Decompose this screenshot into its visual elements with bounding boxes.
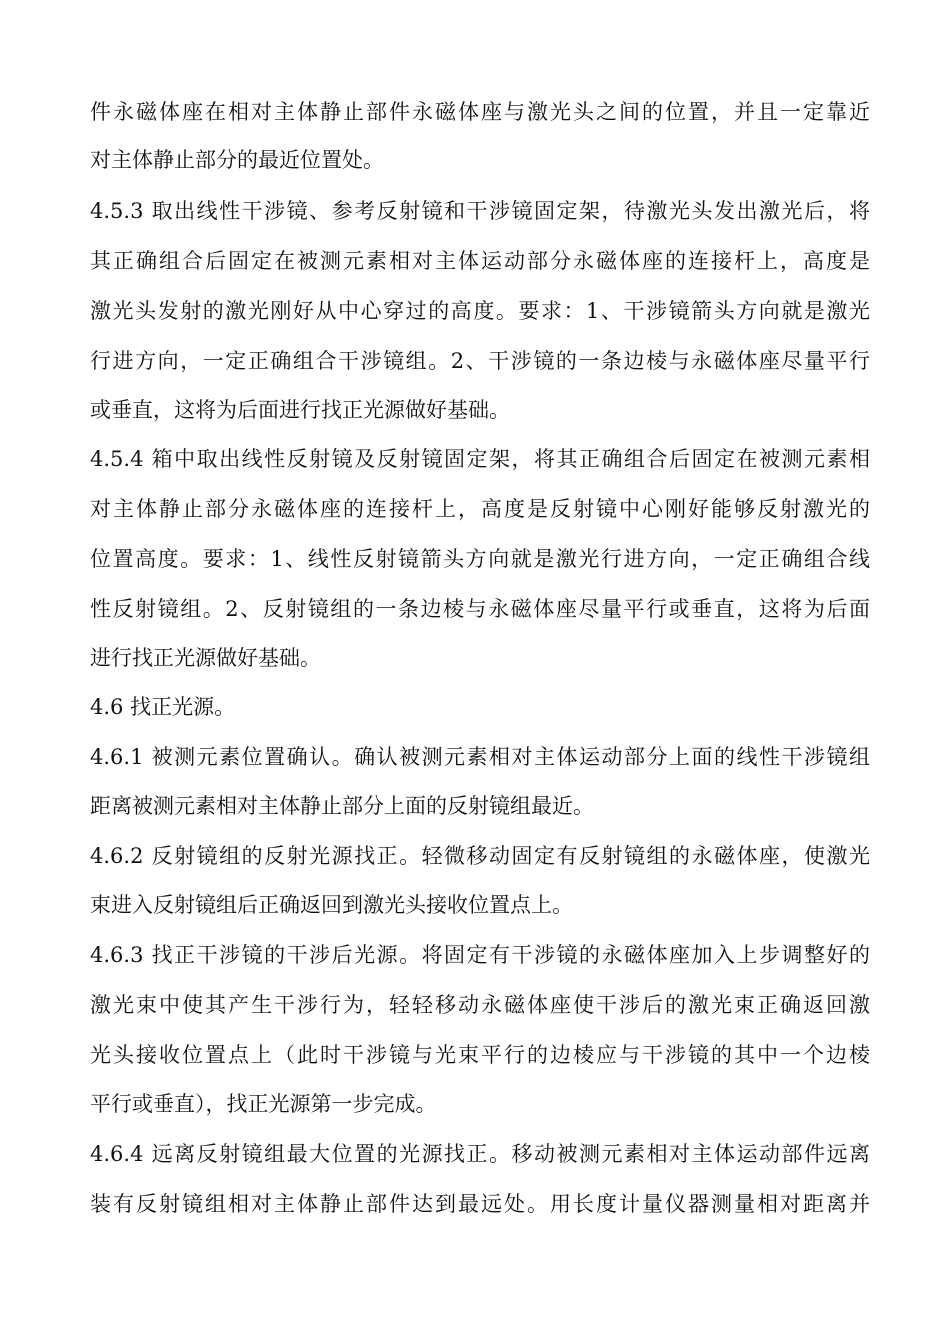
text-line: 件永磁体座在相对主体静止部件永磁体座与激光头之间的位置，并且一定靠近 [90,100,870,124]
text-line: 对主体静止部分永磁体座的连接杆上，高度是反射镜中心刚好能够反射激光的 [90,497,870,521]
text-line: 4.5.4 箱中取出线性反射镜及反射镜固定架，将其正确组合后固定在被测元素相 [90,447,870,471]
text-line: 其正确组合后固定在被测元素相对主体运动部分永磁体座的连接杆上，高度是 [90,249,870,273]
text-line: 4.5.3 取出线性干涉镜、参考反射镜和干涉镜固定架，待激光头发出激光后，将 [90,199,870,223]
text-line: 进行找正光源做好基础。 [90,646,321,670]
text-line: 4.6.4 远离反射镜组最大位置的光源找正。移动被测元素相对主体运动部件远离 [90,1142,870,1166]
text-line: 装有反射镜组相对主体静止部件达到最远处。用长度计量仪器测量相对距离并 [90,1192,870,1216]
text-line: 4.6.1 被测元素位置确认。确认被测元素相对主体运动部分上面的线性干涉镜组 [90,745,870,769]
text-line: 束进入反射镜组后正确返回到激光头接收位置点上。 [90,893,573,917]
text-line: 位置高度。要求：1、线性反射镜箭头方向就是激光行进方向，一定正确组合线 [90,547,870,571]
text-line: 激光头发射的激光刚好从中心穿过的高度。要求：1、干涉镜箭头方向就是激光 [90,299,870,323]
text-line: 行进方向，一定正确组合干涉镜组。2、干涉镜的一条边棱与永磁体座尽量平行 [90,349,870,373]
section-heading: 4.6 找正光源。 [90,695,236,719]
text-line: 性反射镜组。2、反射镜组的一条边棱与永磁体座尽量平行或垂直，这将为后面 [90,597,870,621]
text-line: 4.6.3 找正干涉镜的干涉后光源。将固定有干涉镜的永磁体座加入上步调整好的 [90,943,870,967]
text-line: 4.6.2 反射镜组的反射光源找正。轻微移动固定有反射镜组的永磁体座，使激光 [90,844,870,868]
text-line: 对主体静止部分的最近位置处。 [90,148,384,172]
text-line: 平行或垂直），找正光源第一步完成。 [90,1092,437,1116]
text-line: 距离被测元素相对主体静止部分上面的反射镜组最近。 [90,794,594,818]
text-line: 激光束中使其产生干涉行为，轻轻移动永磁体座使干涉后的激光束正确返回激 [90,993,870,1017]
text-line: 或垂直，这将为后面进行找正光源做好基础。 [90,398,510,422]
text-line: 光头接收位置点上（此时干涉镜与光束平行的边棱应与干涉镜的其中一个边棱 [90,1043,870,1067]
